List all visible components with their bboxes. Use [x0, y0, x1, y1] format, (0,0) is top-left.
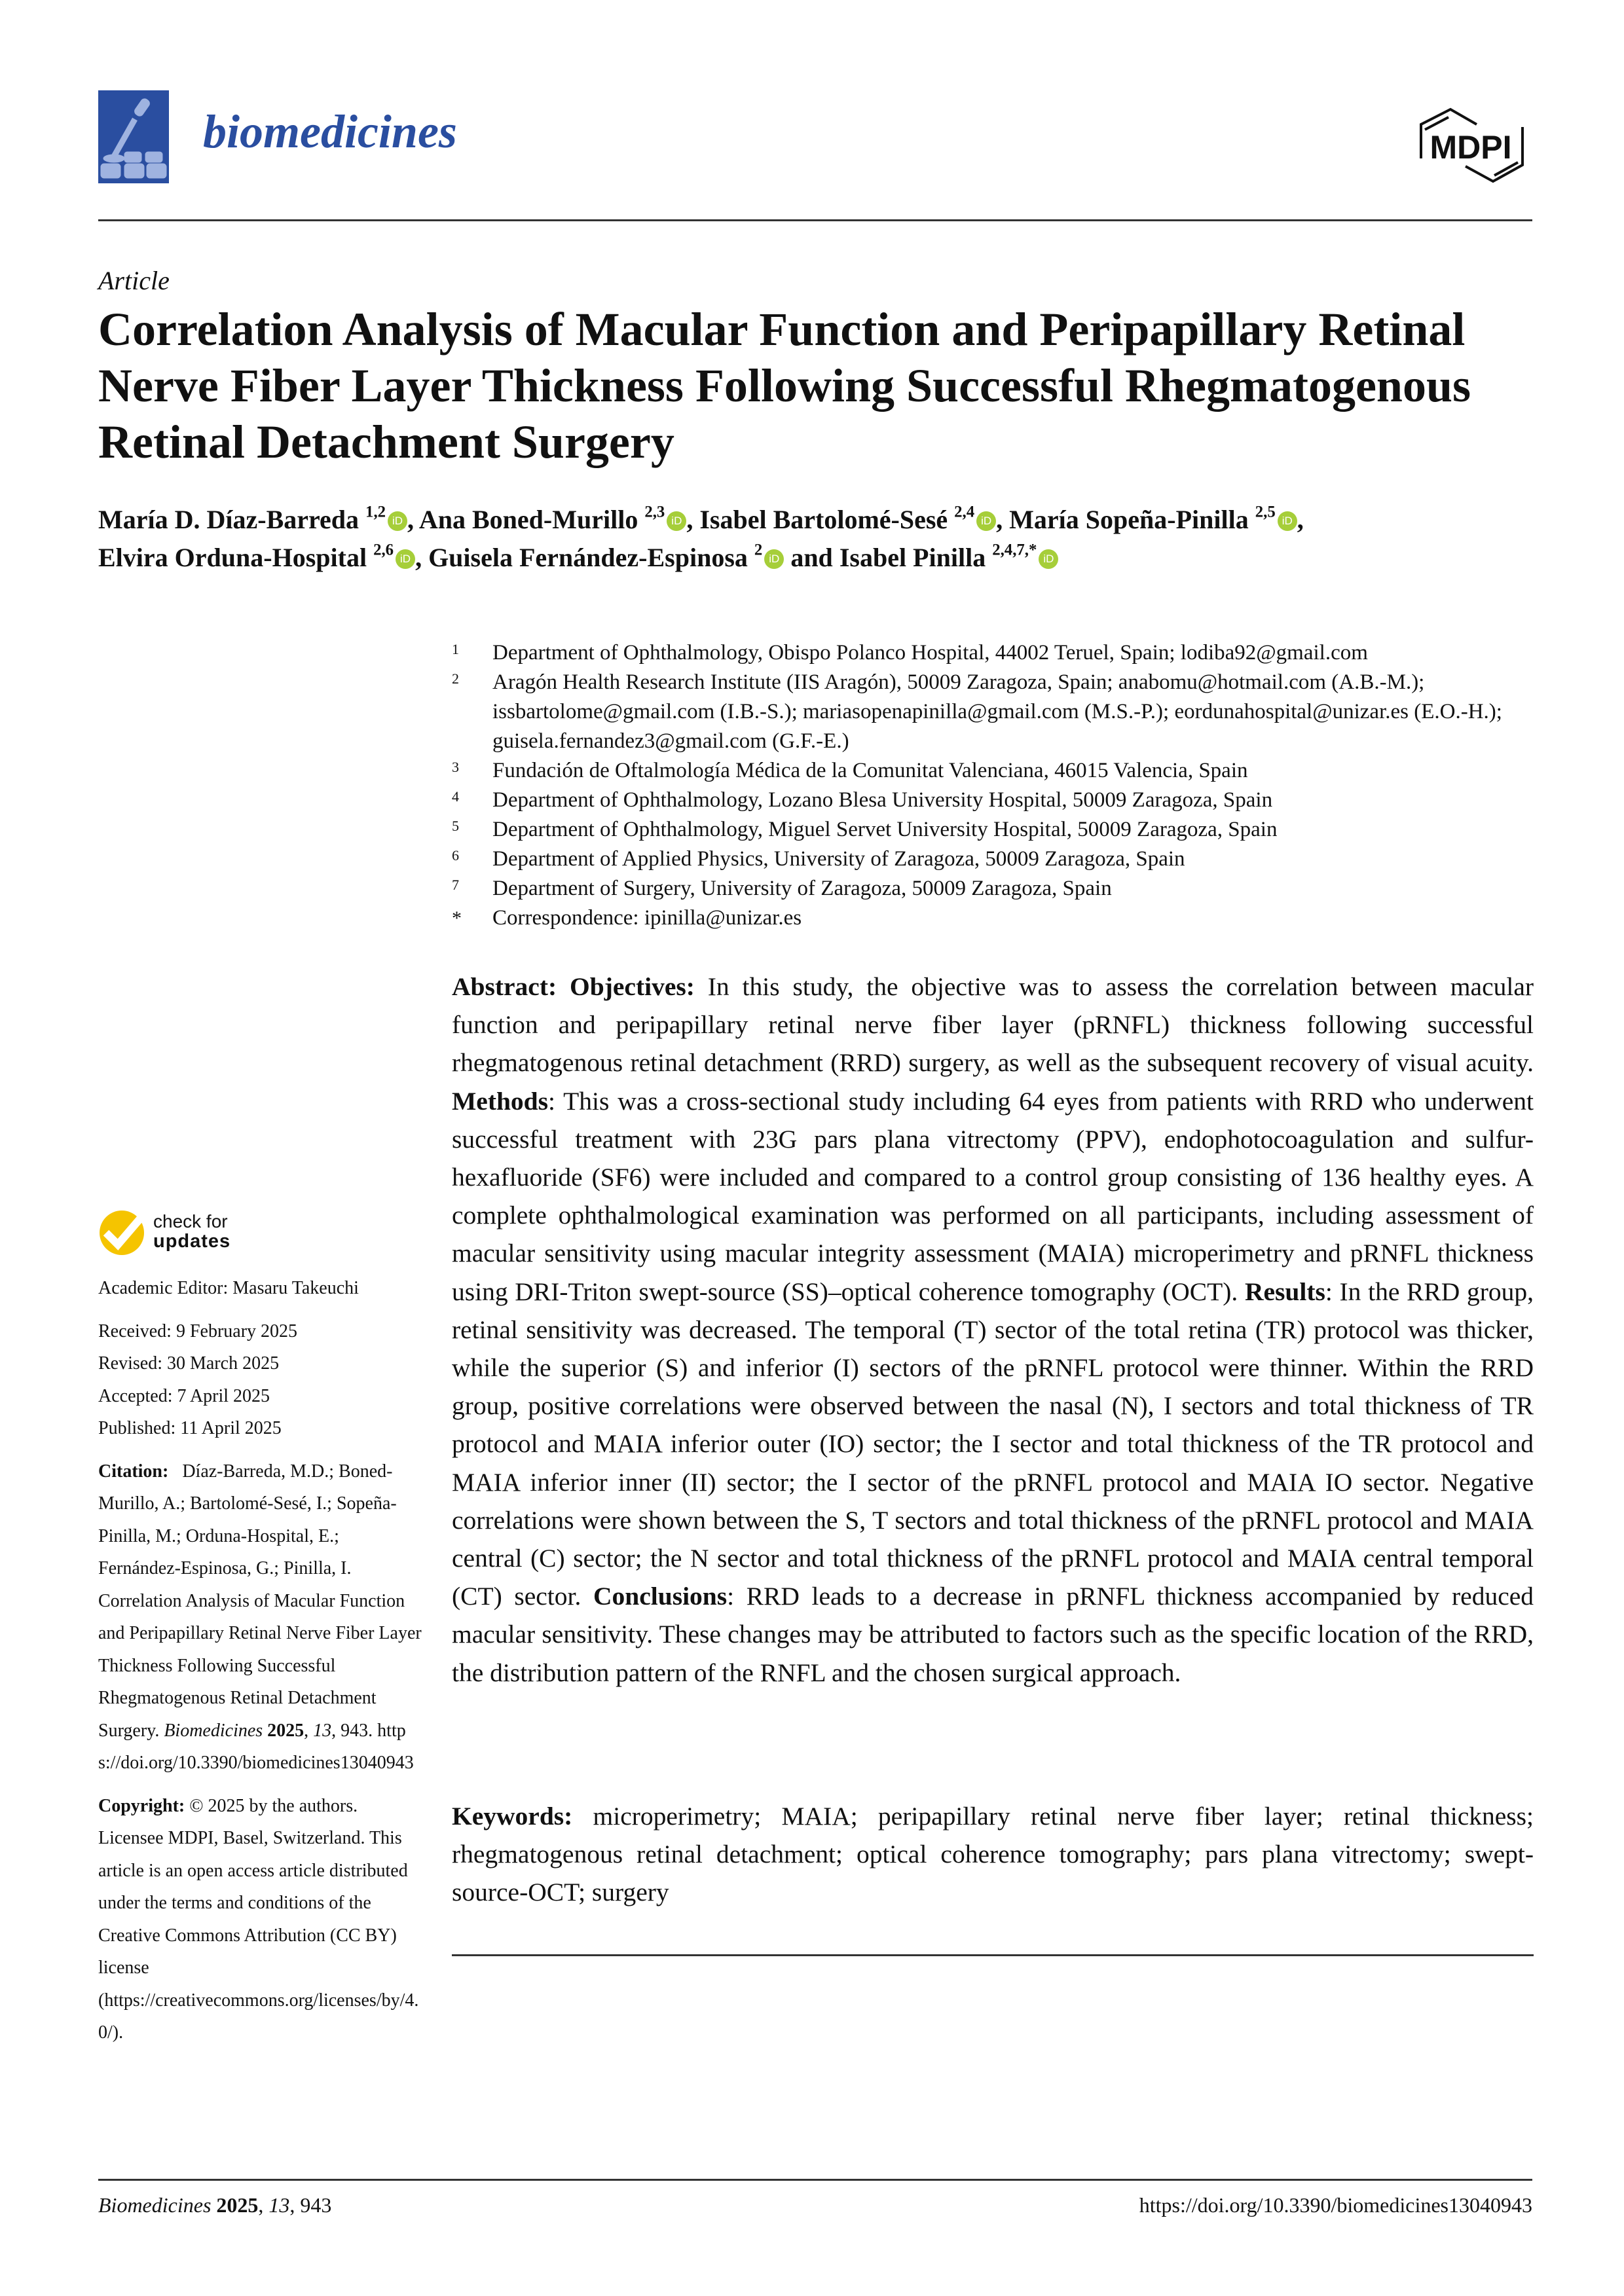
revised-date: Revised: 30 March 2025: [98, 1353, 280, 1374]
abstract-label: Abstract:: [452, 972, 557, 1001]
author-name: Ana Boned-Murillo: [418, 505, 638, 534]
author-separator: and: [784, 543, 840, 572]
footer-journal: Biomedicines: [98, 2193, 212, 2217]
article-info-sidebar: [98, 1208, 426, 2049]
mdpi-logo-text: MDPI: [1430, 129, 1512, 166]
orcid-icon[interactable]: iD: [667, 511, 686, 531]
affiliation-number: 7: [452, 877, 459, 893]
affiliation-text: Department of Ophthalmology, Miguel Servet University Hospital, 50009 Zaragoza, Spain: [492, 818, 1278, 841]
affiliation-item: [452, 756, 1539, 786]
crossmark-line1: check for: [153, 1211, 228, 1231]
conclusions-text: : RRD leads to a decrease in pRNFL thickness accompanied by reduced macular sensitivity. These changes may be attributed to factors such as the specific location of the RRD, the distribution pattern of the RNFL and the chosen surgical approach.: [452, 1582, 1534, 1687]
affiliation-number: *: [452, 907, 462, 929]
author-affiliation-marker: 2,3: [644, 503, 665, 521]
affiliations-list: [452, 638, 1539, 933]
journal-logo-icon: [98, 90, 169, 183]
citation-doi-link[interactable]: https://doi.org/10.3390/biomedicines13040943: [98, 1720, 414, 1773]
affiliation-item: [452, 874, 1539, 903]
abstract: [452, 968, 1534, 1692]
orcid-icon[interactable]: iD: [764, 549, 784, 569]
keywords: [452, 1797, 1534, 1912]
affiliation-item: [452, 845, 1539, 874]
author-affiliation-marker: 2,6: [373, 541, 394, 559]
header-divider: [98, 219, 1532, 221]
orcid-icon[interactable]: iD: [396, 549, 415, 569]
footer-page: 943: [300, 2193, 332, 2217]
check-for-updates-button[interactable]: [98, 1208, 426, 1255]
citation-journal: Biomedicines: [164, 1720, 263, 1741]
affiliation-number: 3: [452, 759, 459, 775]
keywords-label: Keywords:: [452, 1802, 573, 1831]
methods-label: Methods: [452, 1086, 549, 1116]
article-title: Correlation Analysis of Macular Function and Peripapillary Retinal Nerve Fiber Layer Thickness Following Successful Rhegmatogenous Retinal Detachment Surgery: [98, 303, 1471, 468]
affiliation-text: Aragón Health Research Institute (IIS Aragón), 50009 Zaragoza, Spain; anabomu@hotmail.com (A.B.-M.); issbartolome@gmail.com (I.B.-S.); mariasopenapinilla@gmail.com (M.S.-P.); eordunahospital@unizar.es (E.O.-H.); guisela.fernandez3@gmail.com (G.F.-E.): [492, 670, 1502, 753]
orcid-icon[interactable]: iD: [1278, 511, 1297, 531]
checkmark-icon: [98, 1208, 145, 1255]
author-list: [98, 501, 1532, 577]
affiliation-text: Fundación de Oftalmología Médica de la Comunitat Valenciana, 46015 Valencia, Spain: [492, 759, 1248, 782]
author-affiliation-marker: 2,4: [954, 503, 975, 521]
copyright-label: Copyright:: [98, 1795, 185, 1816]
mdpi-logo-icon: [1408, 106, 1532, 185]
keywords-text: microperimetry; MAIA; peripapillary retinal nerve fiber layer; retinal thickness; rhegmatogenous retinal detachment; optical coherence tomography; pars plana vitrectomy; swept-source-OCT; surgery: [452, 1802, 1534, 1907]
abstract-divider: [452, 1954, 1534, 1956]
affiliation-number: 4: [452, 788, 459, 805]
affiliation-number: 1: [452, 641, 459, 657]
journal-name: biomedicines: [203, 105, 457, 158]
citation-label: Citation:: [98, 1461, 169, 1482]
affiliation-item: [452, 815, 1539, 845]
footer-volume: 13: [268, 2193, 290, 2217]
methods-text: : This was a cross-sectional study including 64 eyes from patients with RRD who underwent successful treatment with 23G pars plana vitrectomy (PPV), endophotocoagulation and sulfur-hexafluoride (SF6) were included and compared to a control group consisting of 136 healthy eyes. A complete ophthalmological examination was performed on all participants, including assessment of macular sensitivity using macular integrity assessment (MAIA) microperimetry and pRNFL thickness using DRI-Triton swept-source (SS)–optical coherence tomography (OCT).: [452, 1086, 1534, 1306]
author-name: María Sopeña-Pinilla: [1009, 505, 1249, 534]
affiliation-text: Department of Applied Physics, University of Zaragoza, 50009 Zaragoza, Spain: [492, 847, 1185, 871]
affiliation-number: 2: [452, 670, 459, 687]
affiliation-number: 5: [452, 818, 459, 834]
affiliation-item: [452, 903, 1539, 933]
citation-page: 943.: [341, 1720, 373, 1741]
affiliation-text: Department of Surgery, University of Zaragoza, 50009 Zaragoza, Spain: [492, 877, 1112, 900]
footer-doi-link[interactable]: https://doi.org/10.3390/biomedicines13040943: [1139, 2193, 1532, 2217]
citation-block: Citation: Díaz-Barreda, M.D.; Boned-Murillo, A.; Bartolomé-Sesé, I.; Sopeña-Pinilla, M.; Orduna-Hospital, E.; Fernández-Espinosa, G.; Pinilla, I. Correlation Analysis of Macular Function and Peripapillary Retinal Nerve Fiber Layer Thickness Following Successful Rhegmatogenous Retinal Detachment Surgery. Biomedicines 2025, 13, 943. https://doi.org/10.3390/biomedicines13040943: [98, 1461, 422, 1773]
citation-year: 2025: [267, 1720, 304, 1741]
footer-divider: [98, 2179, 1532, 2181]
affiliation-item: [452, 668, 1539, 756]
orcid-icon[interactable]: iD: [1039, 549, 1058, 569]
author-name: Guisela Fernández-Espinosa: [428, 543, 748, 572]
affiliation-item: [452, 638, 1539, 668]
author-separator: ,: [1297, 505, 1304, 534]
author-name: Isabel Pinilla: [839, 543, 986, 572]
objectives-text: In this study, the objective was to assess the correlation between macular function and peripapillary retinal nerve fiber layer (pRNFL) thickness following successful rhegmatogenous retinal detachment (RRD) surgery, as well as the subsequent recovery of visual acuity.: [452, 972, 1534, 1078]
footer-citation: Biomedicines 2025, 13, 943: [98, 2193, 332, 2217]
author-affiliation-marker: 1,2: [365, 503, 386, 521]
author-separator: ,: [407, 505, 419, 534]
affiliation-item: [452, 786, 1539, 815]
author-name: María D. Díaz-Barreda: [98, 505, 360, 534]
results-label: Results: [1244, 1277, 1325, 1306]
article-type: Article: [98, 266, 170, 295]
results-text: : In the RRD group, retinal sensitivity was decreased. The temporal (T) sector of the total retina (TR) protocol was thicker, while the superior (S) and inferior (I) sectors of the pRNFL protocol were thinner. Within the RRD group, positive correlations were observed between the nasal (N), I sectors and total thickness of TR protocol and MAIA inferior outer (IO) sector; the I sector and total thickness of the TR protocol and MAIA inferior inner (II) sector; the I sector of the pRNFL protocol and MAIA IO sector. Negative correlations were shown between the S, T sectors and total thickness of the pRNFL protocol and MAIA central (C) sector; the N sector and total thickness of the pRNFL protocol and MAIA central temporal (CT) sector.: [452, 1277, 1534, 1611]
author-separator: ,: [415, 543, 429, 572]
affiliation-text: Department of Ophthalmology, Lozano Blesa University Hospital, 50009 Zaragoza, Spain: [492, 788, 1273, 812]
copyright-text: © 2025 by the authors. Licensee MDPI, Basel, Switzerland. This article is an open access article distributed under the terms and conditions of the Creative Commons Attribution (CC BY) license (https://creativecommons.org/licenses/by/4.0/).: [98, 1795, 419, 2043]
citation-text: Díaz-Barreda, M.D.; Boned-Murillo, A.; Bartolomé-Sesé, I.; Sopeña-Pinilla, M.; Orduna-Hospital, E.; Fernández-Espinosa, G.; Pinilla, I. Correlation Analysis of Macular Function and Peripapillary Retinal Nerve Fiber Layer Thickness Following Successful Rhegmatogenous Retinal Detachment Surgery.: [98, 1461, 422, 1741]
received-date: Received: 9 February 2025: [98, 1321, 298, 1341]
orcid-icon[interactable]: iD: [388, 511, 407, 531]
author-name: Elvira Orduna-Hospital: [98, 543, 367, 572]
citation-volume: 13: [313, 1720, 332, 1741]
author-affiliation-marker: 2,4,7,*: [992, 541, 1037, 559]
affiliation-text: Department of Ophthalmology, Obispo Polanco Hospital, 44002 Teruel, Spain; lodiba92@gmail.com: [492, 641, 1368, 665]
accepted-date: Accepted: 7 April 2025: [98, 1385, 270, 1406]
author-affiliation-marker: 2: [754, 541, 763, 559]
footer-year: 2025: [216, 2193, 259, 2217]
author-separator: ,: [686, 505, 700, 534]
author-name: Isabel Bartolomé-Sesé: [699, 505, 948, 534]
author-separator: ,: [996, 505, 1010, 534]
author-affiliation-marker: 2,5: [1255, 503, 1276, 521]
affiliation-number: 6: [452, 847, 459, 864]
crossmark-line2: updates: [153, 1231, 231, 1252]
orcid-icon[interactable]: iD: [976, 511, 996, 531]
copyright-block: [98, 1790, 426, 2049]
published-date: Published: 11 April 2025: [98, 1418, 282, 1438]
affiliation-text: Correspondence: ipinilla@unizar.es: [492, 906, 802, 930]
conclusions-label: Conclusions: [593, 1582, 728, 1611]
academic-editor: Academic Editor: Masaru Takeuchi: [98, 1278, 359, 1298]
objectives-label: Objectives:: [570, 972, 695, 1001]
